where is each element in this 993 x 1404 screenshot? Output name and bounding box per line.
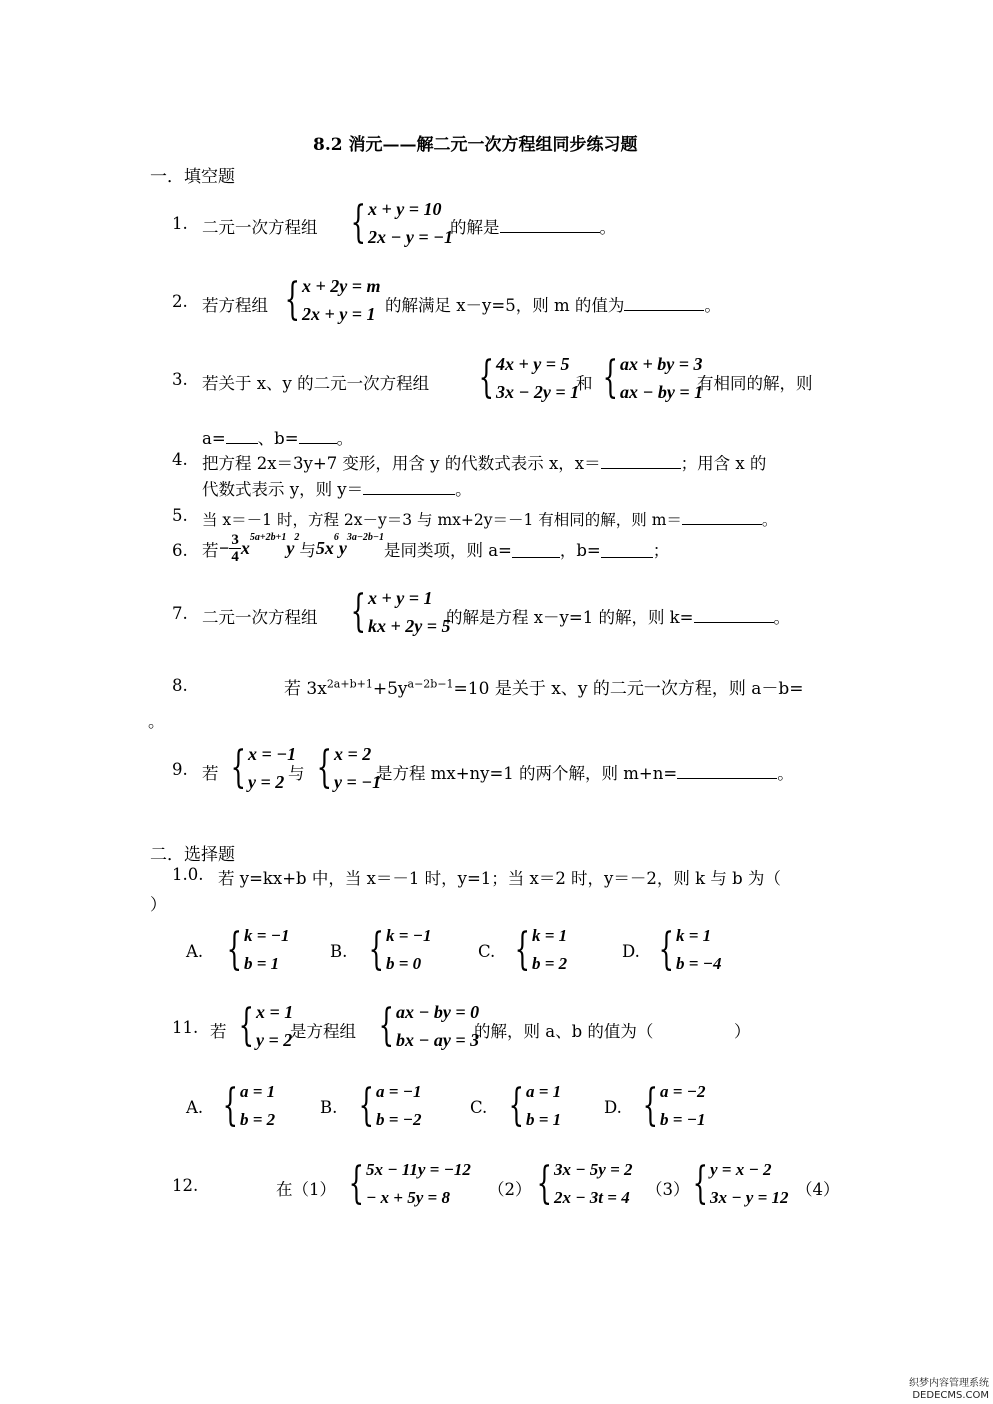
- equation: k = −1: [386, 926, 432, 945]
- question-text: 若 y=kx+b 中，当 x＝－1 时，y=1；当 x＝2 时，y＝－2，则 k 与 b 为（: [218, 869, 781, 888]
- equation: b = 2: [240, 1110, 276, 1129]
- brace-icon: {: [642, 1080, 658, 1131]
- question-number: 4.: [172, 450, 188, 469]
- equation: k = 1: [532, 926, 568, 945]
- question-text: 把方程 2x＝3y+7 变形，用含 y 的代数式表示 x，x＝ ；用含 x 的: [202, 450, 766, 474]
- answer-blank[interactable]: [601, 539, 653, 558]
- answer-blank[interactable]: [677, 760, 777, 779]
- question-text: 当 x＝－1 时，方程 2x－y＝3 与 mx+2y＝－1 有相同的解，则 m＝ 。: [202, 506, 777, 530]
- equation: y = −1: [334, 772, 382, 792]
- equation-system: [366, 998, 479, 1054]
- equation-system: [466, 350, 579, 406]
- equation-system: [226, 998, 293, 1054]
- equation: x = 2: [334, 744, 372, 764]
- question-text: a= 、b= 。: [202, 425, 353, 449]
- equation-system: [496, 1078, 561, 1134]
- question-number: 2.: [172, 292, 188, 311]
- question-text: 的解是方程 x－y=1 的解，则 k= 。: [446, 604, 790, 628]
- equation: ax + by = 3: [620, 354, 703, 374]
- equation: kx + 2y = 5: [368, 616, 451, 636]
- answer-blank[interactable]: [624, 292, 704, 311]
- answer-blank[interactable]: [512, 539, 560, 558]
- equation-system: [356, 922, 432, 978]
- equation-system: [272, 272, 381, 328]
- answer-blank[interactable]: [500, 214, 600, 233]
- fraction: $\frac{3}{4}$: [231, 532, 239, 565]
- equation-system: [336, 1156, 471, 1212]
- question-text: 在（1）: [276, 1180, 336, 1199]
- brace-icon: {: [508, 1080, 524, 1131]
- question-text: 的解是 。: [450, 214, 616, 238]
- equation: 2x + y = 1: [302, 304, 376, 324]
- question-text: （2）: [488, 1180, 532, 1199]
- equation: 3x − 2y = 1: [496, 382, 580, 402]
- equation: x = −1: [248, 744, 297, 764]
- equation-system: [680, 1156, 789, 1212]
- question-text: ）: [734, 1022, 751, 1041]
- question-text: 的解满足 x－y=5，则 m 的值为 。: [385, 292, 721, 316]
- equation: 3x − 5y = 2: [554, 1160, 633, 1179]
- question-number: 5.: [172, 506, 188, 525]
- answer-blank[interactable]: [682, 506, 762, 525]
- brace-icon: {: [478, 352, 494, 403]
- question-text: 若: [210, 1022, 227, 1041]
- question-text: 若关于 x、y 的二元一次方程组: [202, 374, 430, 393]
- question-text: 若 $3x^{2a+b+1}+5y^{a-2b-1}=10$ 是关于 x、y 的二元一次方程，则 a－b=: [284, 677, 804, 699]
- section-heading-choice: 二．选择题: [150, 845, 235, 865]
- equation: y = x − 2: [710, 1160, 772, 1179]
- answer-blank[interactable]: [694, 604, 774, 623]
- equation: 3x − y = 12: [710, 1188, 789, 1207]
- option-label: A.: [186, 942, 204, 961]
- equation: x = 1: [256, 1002, 294, 1022]
- equation: b = 2: [532, 954, 568, 973]
- question-text: 的解，则 a、b 的值为（: [474, 1022, 654, 1041]
- brace-icon: {: [238, 1000, 254, 1051]
- brace-icon: {: [230, 742, 246, 793]
- question-text: （4）: [796, 1180, 840, 1199]
- equation-system: [304, 740, 381, 796]
- question-text: 。: [148, 712, 165, 731]
- equation: 2x − 3t = 4: [554, 1188, 630, 1207]
- question-text: 代数式表示 y，则 y＝ 。: [202, 476, 472, 500]
- brace-icon: {: [692, 1158, 708, 1209]
- equation-system: [524, 1156, 633, 1212]
- brace-icon: {: [284, 274, 300, 325]
- equation-system: [338, 584, 451, 640]
- question-text: 与: [288, 764, 305, 783]
- equation: bx − ay = 3: [396, 1030, 480, 1050]
- question-text: 若方程组: [202, 296, 268, 315]
- brace-icon: {: [350, 197, 366, 248]
- brace-icon: {: [602, 352, 618, 403]
- equation: a = −1: [376, 1082, 422, 1101]
- answer-blank[interactable]: [226, 425, 258, 444]
- equation: a = −2: [660, 1082, 706, 1101]
- equation-system: [210, 1078, 275, 1134]
- option-label: B.: [330, 942, 348, 961]
- option-label: D.: [604, 1098, 622, 1117]
- equation: b = −1: [660, 1110, 706, 1129]
- option-label: A.: [186, 1098, 204, 1117]
- equation: y = 2: [248, 772, 285, 792]
- equation-system: [502, 922, 567, 978]
- brace-icon: {: [514, 924, 530, 975]
- brace-icon: {: [348, 1158, 364, 1209]
- equation: x + y = 10: [368, 199, 442, 219]
- option-label: C.: [470, 1098, 488, 1117]
- equation: 2x − y = −1: [368, 227, 454, 247]
- equation-system: [214, 922, 290, 978]
- watermark: 织梦内容管理系统 DEDECMS.COM: [909, 1378, 989, 1401]
- question-text: ）: [150, 895, 167, 914]
- question-text: 若 − $\frac{3}{4}$ x $^{5a+2b+1}$ y $^2$ 与 5x $^6$ y $^{3a-2b-1}$ 是同类项，则 a= ，b= ；: [202, 532, 670, 565]
- question-text: 有相同的解，则: [697, 374, 813, 393]
- equation: y = 2: [256, 1030, 293, 1050]
- brace-icon: {: [316, 742, 332, 793]
- question-number: 1.: [172, 214, 188, 233]
- question-number: 3.: [172, 370, 188, 389]
- question-text: 二元一次方程组: [202, 218, 318, 237]
- option-label: C.: [478, 942, 496, 961]
- equation: 5x − 11y = −12: [366, 1160, 471, 1179]
- brace-icon: {: [658, 924, 674, 975]
- equation-system: [646, 922, 722, 978]
- brace-icon: {: [226, 924, 242, 975]
- equation-system: [338, 195, 453, 251]
- option-label: B.: [320, 1098, 338, 1117]
- brace-icon: {: [350, 586, 366, 637]
- question-number: 1.0.: [172, 865, 204, 884]
- answer-blank[interactable]: [601, 450, 681, 469]
- question-text: （3）: [646, 1180, 690, 1199]
- equation: ax − by = 0: [396, 1002, 480, 1022]
- brace-icon: {: [378, 1000, 394, 1051]
- section-heading-fill-in: 一．填空题: [150, 167, 235, 187]
- equation-system: [218, 740, 296, 796]
- equation: b = −2: [376, 1110, 422, 1129]
- question-number: 12.: [172, 1176, 199, 1195]
- question-number: 8.: [172, 676, 188, 695]
- equation: 4x + y = 5: [496, 354, 570, 374]
- equation: x + y = 1: [368, 588, 433, 608]
- answer-blank[interactable]: [299, 425, 337, 444]
- equation: a = 1: [240, 1082, 276, 1101]
- equation: ax − by = 1: [620, 382, 704, 402]
- question-text: 是方程 mx+ny=1 的两个解，则 m+n= 。: [376, 760, 794, 784]
- equation-system: [630, 1078, 706, 1134]
- question-text: 和: [576, 374, 593, 393]
- question-number: 6.: [172, 541, 188, 560]
- equation: b = 1: [244, 954, 280, 973]
- equation-system: [346, 1078, 422, 1134]
- option-label: D.: [622, 942, 640, 961]
- answer-blank[interactable]: [363, 476, 455, 495]
- equation: b = 0: [386, 954, 422, 973]
- brace-icon: {: [222, 1080, 238, 1131]
- question-number: 7.: [172, 604, 188, 623]
- equation: b = 1: [526, 1110, 562, 1129]
- question-text: 若: [202, 764, 219, 783]
- equation: k = −1: [244, 926, 290, 945]
- question-text: 二元一次方程组: [202, 608, 318, 627]
- question-number: 9.: [172, 760, 188, 779]
- equation: x + 2y = m: [302, 276, 381, 296]
- question-number: 11.: [172, 1018, 199, 1037]
- equation: b = −4: [676, 954, 722, 973]
- equation: a = 1: [526, 1082, 562, 1101]
- page-title: 8.2 消元——解二元一次方程组同步练习题: [313, 135, 638, 155]
- brace-icon: {: [368, 924, 384, 975]
- equation: k = 1: [676, 926, 712, 945]
- brace-icon: {: [358, 1080, 374, 1131]
- question-text: 是方程组: [290, 1022, 356, 1041]
- brace-icon: {: [536, 1158, 552, 1209]
- equation: − x + 5y = 8: [366, 1188, 450, 1207]
- equation-system: [590, 350, 703, 406]
